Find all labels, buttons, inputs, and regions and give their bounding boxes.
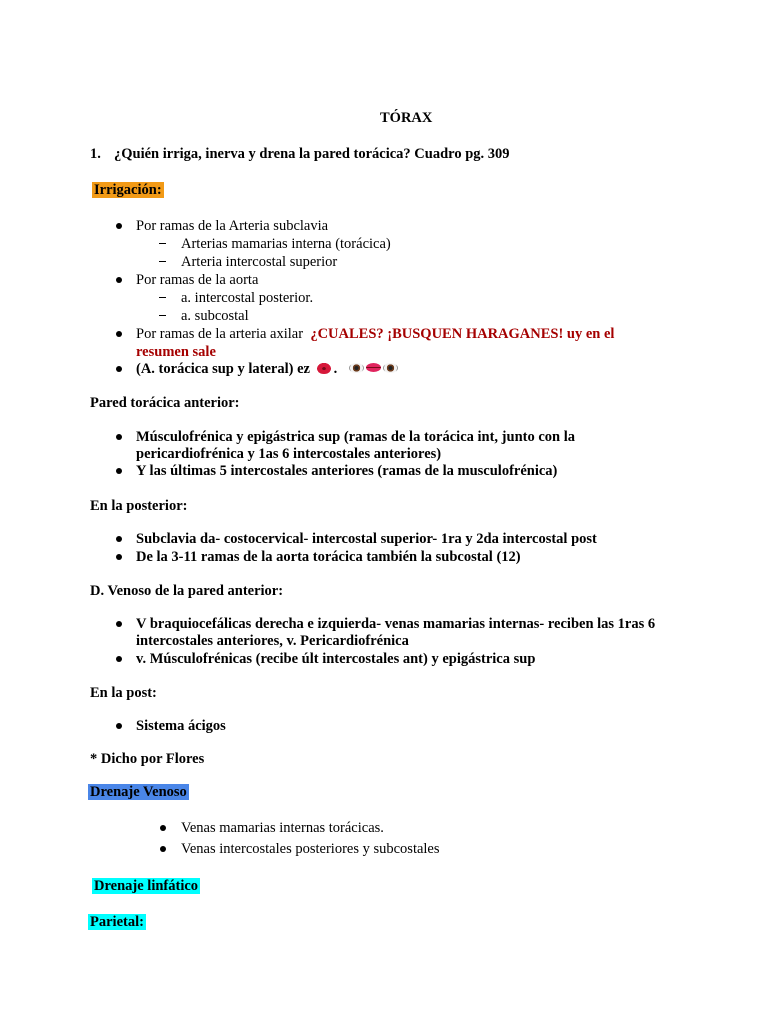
- dash-icon: [159, 297, 166, 298]
- list-item: v. Músculofrénicas (recibe últ intercostales ant) y epigástrica sup: [136, 651, 536, 667]
- red-note: ¿CUALES? ¡BUSQUEN HARAGANES! uy en el: [310, 326, 615, 342]
- dash-icon: [159, 315, 166, 316]
- sub-list-item: a. intercostal posterior.: [181, 290, 314, 306]
- bullet-icon: [116, 434, 122, 440]
- list-item: Subclavia da- costocervical- intercostal superior- 1ra y 2da intercostal post: [136, 531, 597, 547]
- list-item: Por ramas de la aorta: [136, 272, 259, 288]
- irrigacion-heading: Irrigación:: [94, 182, 162, 198]
- bullet-icon: [116, 331, 122, 337]
- bullet-icon: [116, 223, 122, 229]
- bullet-icon: [160, 846, 166, 852]
- dash-icon: [159, 243, 166, 244]
- bullet-icon: [116, 656, 122, 662]
- section-heading: Pared torácica anterior:: [90, 395, 240, 411]
- bullet-icon: [116, 366, 122, 372]
- list-item: Y las últimas 5 intercostales anteriores (ramas de la musculofrénica): [136, 463, 558, 479]
- bullet-icon: [116, 277, 122, 283]
- list-item: Venas intercostales posteriores y subcostales: [181, 841, 440, 857]
- section-heading: D. Venoso de la pared anterior:: [90, 583, 284, 599]
- bullet-icon: [116, 723, 122, 729]
- parietal-heading: Parietal:: [90, 914, 144, 930]
- sub-list-item: Arteria intercostal superior: [181, 254, 338, 270]
- list-item-continued: intercostales anteriores, v. Pericardiofrénica: [136, 633, 409, 649]
- dash-icon: [159, 261, 166, 262]
- section-heading: En la post:: [90, 685, 157, 701]
- list-item: (A. torácica sup y lateral) ez .: [136, 360, 399, 378]
- drenaje-linfatico-heading: Drenaje linfático: [94, 878, 199, 894]
- sub-list-item: Arterias mamarias interna (torácica): [181, 236, 391, 252]
- mouth-icon: [366, 363, 381, 372]
- lips-icon: [316, 362, 332, 374]
- list-item: Sistema ácigos: [136, 718, 226, 734]
- bullet-icon: [116, 536, 122, 542]
- eye-icon: [383, 363, 398, 373]
- question-text: ¿Quién irriga, inerva y drena la pared torácica? Cuadro pg. 309: [114, 146, 510, 162]
- sub-list-item: a. subcostal: [181, 308, 249, 324]
- list-item-continued: pericardiofrénica y 1as 6 intercostales anteriores): [136, 446, 442, 462]
- red-note-continued: resumen sale: [136, 344, 216, 360]
- bullet-icon: [116, 554, 122, 560]
- list-item: Por ramas de la Arteria subclavia: [136, 218, 329, 234]
- page-title: TÓRAX: [380, 110, 433, 126]
- note-text: * Dicho por Flores: [90, 751, 205, 767]
- eye-icon: [349, 363, 364, 373]
- list-item: Músculofrénica y epigástrica sup (ramas de la torácica int, junto con la: [136, 429, 575, 445]
- bullet-icon: [116, 621, 122, 627]
- bullet-icon: [116, 468, 122, 474]
- list-item: Por ramas de la arteria axilar ¿CUALES? ¡BUSQUEN HARAGANES! uy en el: [136, 326, 615, 342]
- list-item: Venas mamarias internas torácicas.: [181, 820, 384, 836]
- list-item: V braquiocefálicas derecha e izquierda- venas mamarias internas- reciben las 1ras 6: [136, 616, 656, 632]
- section-heading: En la posterior:: [90, 498, 188, 514]
- question-number: 1.: [90, 146, 101, 162]
- list-item: De la 3-11 ramas de la aorta torácica también la subcostal (12): [136, 549, 521, 565]
- bullet-icon: [160, 825, 166, 831]
- drenaje-venoso-heading: Drenaje Venoso: [90, 784, 187, 800]
